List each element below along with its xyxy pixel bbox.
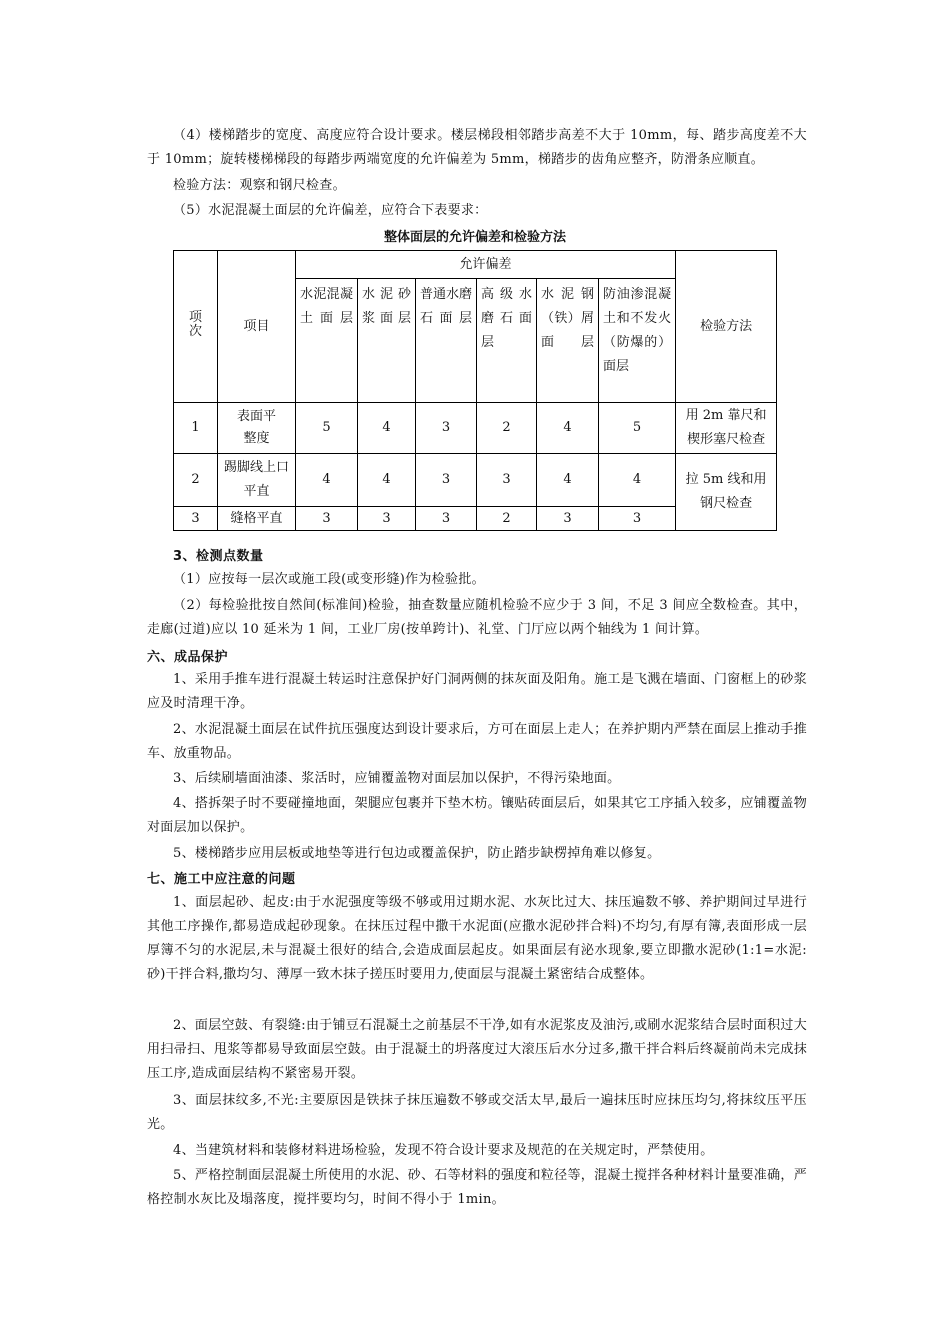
table-title: 整体面层的允许偏差和检验方法 [383, 230, 566, 245]
cell-value: 2 [477, 403, 537, 454]
cell-method: 拉 5m 线和用钢尺检查 [676, 454, 777, 531]
cell-value: 3 [416, 507, 477, 531]
list-item: 2、面层空鼓、有裂缝:由于铺豆石混凝土之前基层不干净,如有水泥浆皮及油污,或刷水泥浆结合层时面积过大用扫帚扫、甩浆等都易导致面层空鼓。由于混凝土的坍落度过大滚压后水分过多,撒干拌合料后终凝前尚未完成抹压工序,造成面层结构不紧密易开裂。 [147, 1018, 807, 1081]
header-sub: 水泥砂浆面层 [358, 279, 416, 403]
header-method: 检验方法 [676, 251, 777, 403]
cell-value: 3 [416, 403, 477, 454]
header-sub: 水泥混凝土面层 [296, 279, 358, 403]
header-index: 项次 [174, 251, 218, 403]
section-heading-product-protection: 六、成品保护 [147, 650, 229, 665]
paragraph-check-batch: （1）应按每一层次或施工段(或变形缝)作为检验批。 [173, 572, 485, 587]
cell-value: 3 [599, 507, 676, 531]
cell-index: 3 [174, 507, 218, 531]
header-sub: 高级水磨石面层 [477, 279, 537, 403]
table-row [174, 403, 777, 454]
list-item: 1、面层起砂、起皮:由于水泥强度等级不够或用过期水泥、水灰比过大、抹压遍数不够、养护期间过早进行其他工序操作,都易造成起砂现象。在抹压过程中撒干水泥面(应撒水泥砂拌合料)不均匀,有厚有簿,表面形成一层厚簿不匀的水泥层,未与混凝土很好的结合,会造成面层起皮。如果面层有泌水现象,要立即撒水泥砂(1:1=水泥:砂)干拌合料,撒均匀、薄厚一致木抹子搓压时要用力,使面层与混凝土紧密结合成整体。 [147, 895, 807, 982]
cell-value: 4 [537, 403, 599, 454]
paragraph-tolerance-intro: （5）水泥混凝土面层的允许偏差，应符合下表要求： [173, 203, 488, 218]
list-item: 2、水泥混凝土面层在试件抗压强度达到设计要求后，方可在面层上走人；在养护期内严禁在面层上推动手推车、放重物品。 [147, 722, 807, 761]
header-item: 项目 [218, 251, 296, 403]
cell-value: 4 [296, 454, 358, 507]
cell-item: 缝格平直 [218, 507, 296, 531]
table-row [174, 454, 777, 507]
section-heading-check-points: 3、检测点数量 [173, 549, 264, 564]
list-item: 5、楼梯踏步应用层板或地垫等进行包边或覆盖保护，防止踏步缺楞掉角难以修复。 [173, 846, 661, 861]
list-item: 4、当建筑材料和装修材料进场检验，发现不符合设计要求及规范的在关规定时，严禁使用。 [173, 1143, 714, 1158]
cell-value: 3 [416, 454, 477, 507]
list-item: 4、搭拆架子时不要碰撞地面，架腿应包裹并下垫木枋。镶贴砖面层后，如果其它工序插入较多，应铺覆盖物对面层加以保护。 [147, 796, 807, 835]
cell-value: 4 [358, 454, 416, 507]
cell-value: 3 [296, 507, 358, 531]
cell-value: 4 [599, 454, 676, 507]
cell-method: 用 2m 靠尺和楔形塞尺检查 [676, 403, 777, 454]
header-tolerance-group: 允许偏差 [296, 251, 676, 279]
cell-item: 踢脚线上口平直 [218, 454, 296, 507]
cell-value: 3 [477, 454, 537, 507]
cell-value: 3 [358, 507, 416, 531]
cell-value: 3 [537, 507, 599, 531]
cell-item: 表面平整度 [218, 403, 296, 454]
cell-value: 4 [537, 454, 599, 507]
cell-index: 1 [174, 403, 218, 454]
header-sub: 防油渗混凝土和不发火（防爆的）面层 [599, 279, 676, 403]
cell-value: 4 [358, 403, 416, 454]
header-sub: 普通水磨石面层 [416, 279, 477, 403]
tolerance-table [173, 250, 777, 531]
paragraph-sampling: （2）每检验批按自然间(标准间)检验，抽查数量应随机检验不应少于 3 间，不足 3 间应全数检查。其中，走廊(过道)应以 10 延米为 1 间，工业厂房(按单跨计)、礼堂、门厅应以两个轴线为 1 间计算。 [147, 598, 807, 637]
cell-value: 5 [599, 403, 676, 454]
paragraph-stair-tread: （4）楼梯踏步的宽度、高度应符合设计要求。楼层梯段相邻踏步高差不大于 10mm，每、踏步高度差不大于 10mm；旋转楼梯梯段的每踏步两端宽度的允许偏差为 5mm，梯踏步的齿角应整齐，防滑条应顺直。 [147, 128, 807, 167]
cell-value: 5 [296, 403, 358, 454]
list-item: 5、严格控制面层混凝土所使用的水泥、砂、石等材料的强度和粒径等，混凝土搅拌各种材料计量要准确，严格控制水灰比及塌落度，搅拌要均匀，时间不得小于 1min。 [147, 1168, 807, 1207]
cell-index: 2 [174, 454, 218, 507]
header-sub: 水泥钢（铁）屑面层 [537, 279, 599, 403]
list-item: 1、采用手推车进行混凝土转运时注意保护好门洞两侧的抹灰面及阳角。施工是飞溅在墙面、门窗框上的砂浆应及时清理干净。 [147, 672, 807, 711]
cell-value: 2 [477, 507, 537, 531]
paragraph-inspection-method: 检验方法：观察和钢尺检查。 [173, 178, 346, 193]
list-item: 3、面层抹纹多,不光:主要原因是铁抹子抹压遍数不够或交活太早,最后一遍抹压时应抹压均匀,将抹纹压平压光。 [147, 1093, 807, 1132]
section-heading-construction-issues: 七、施工中应注意的问题 [147, 872, 296, 887]
list-item: 3、后续刷墙面油漆、浆活时，应铺覆盖物对面层加以保护，不得污染地面。 [173, 771, 621, 786]
